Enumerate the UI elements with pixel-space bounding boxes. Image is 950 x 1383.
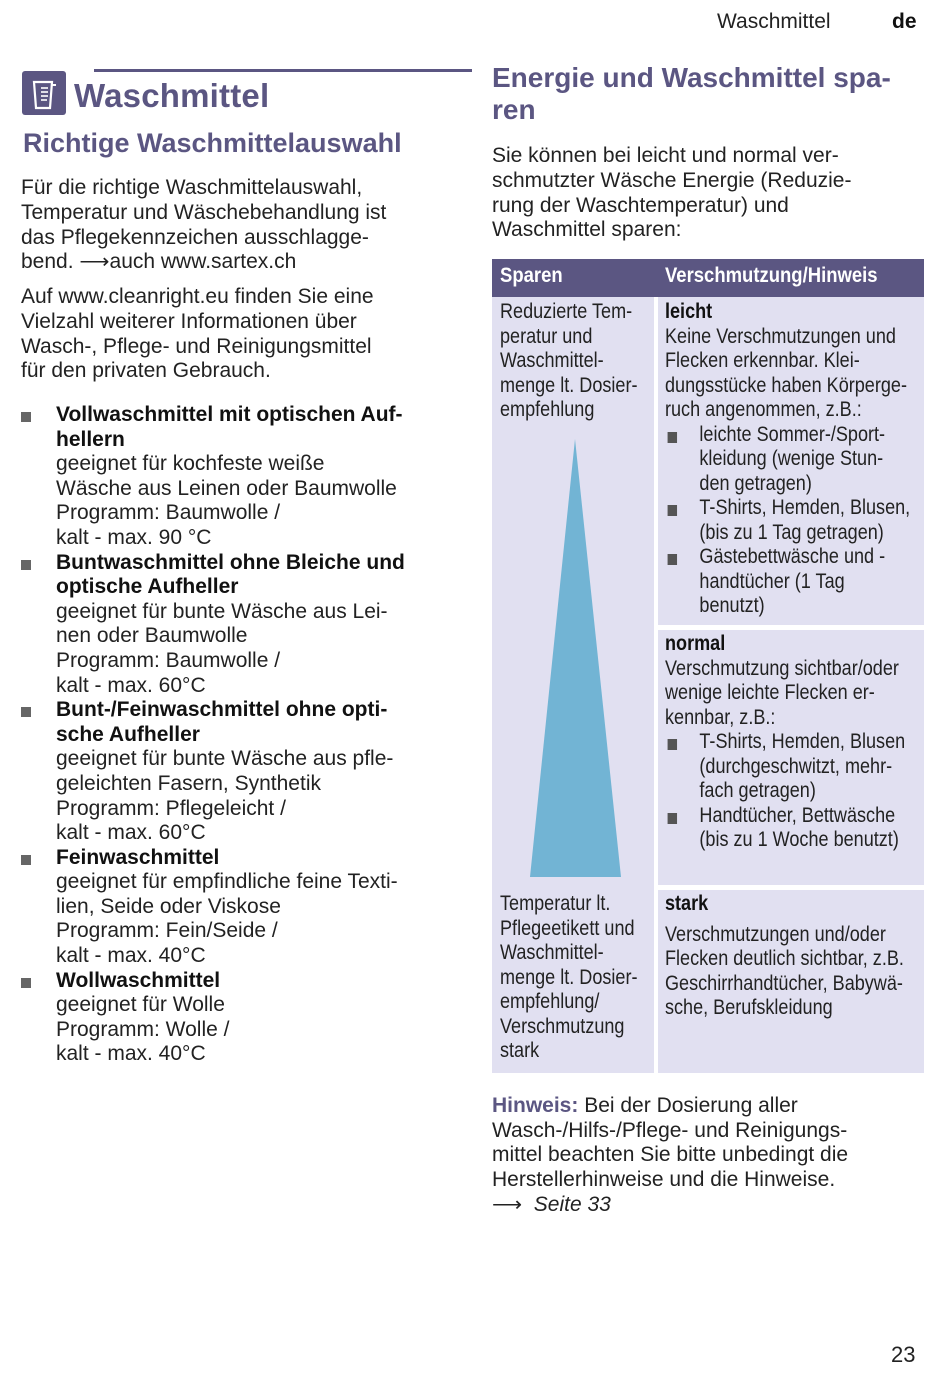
- item-text-line: kalt - max. 90 °C: [56, 525, 212, 549]
- text-line: [21, 250, 453, 275]
- text-line: [492, 1094, 924, 1119]
- section-title-row: [21, 69, 451, 119]
- text-line: Sie können bei leicht und normal ver-: [492, 144, 839, 167]
- item-text-line: nen oder Baumwolle: [56, 624, 248, 648]
- text-line: peratur und: [500, 324, 593, 348]
- subsection-title: Richtige Waschmittelauswahl: [23, 128, 402, 158]
- row-heading: normal: [665, 632, 726, 655]
- text-line: [492, 1193, 924, 1218]
- text-line: rung der Waschtemperatur) und: [492, 193, 789, 217]
- text-line: den getragen): [699, 471, 812, 495]
- text-line: T-Shirts, Hemden, Blusen,: [699, 496, 911, 519]
- text-line: fach getragen): [699, 779, 816, 802]
- soiling-row-stark: [665, 892, 917, 1021]
- text-line: Wasch-/Hilfs-/Pflege- und Reinigungs-: [492, 1118, 848, 1142]
- bullet-square-icon: [668, 813, 677, 824]
- text-line: Temperatur lt.: [500, 892, 611, 915]
- text-line: menge lt. Dosier-: [500, 373, 638, 397]
- page-number: 23: [891, 1342, 916, 1367]
- text-line: Waschmittel-: [500, 941, 604, 964]
- reference-link: auch www.sartex.ch: [109, 250, 297, 274]
- title-line: ren: [492, 94, 536, 125]
- list-item: [665, 545, 917, 619]
- item-title-line: optische Aufheller: [56, 575, 239, 599]
- text-line: (bis zu 1 Tag getragen): [699, 520, 884, 544]
- savings-table: [492, 259, 924, 1073]
- title-line: Energie und Waschmittel spa-: [492, 62, 891, 93]
- savings-reduced-text: [500, 300, 648, 423]
- arrow-icon: ⟶: [492, 1192, 523, 1216]
- intro-paragraph: [21, 176, 453, 275]
- list-item: [21, 403, 453, 551]
- item-text-line: kalt - max. 40°C: [56, 944, 206, 968]
- soiling-row-normal: [665, 632, 917, 853]
- text-line: Handtücher, Bettwäsche: [699, 803, 896, 827]
- item-text-line: geeignet für empfindliche feine Texti-: [56, 870, 398, 894]
- list-item: [665, 423, 917, 497]
- item-text-line: Wäsche aus Leinen oder Baumwolle: [56, 476, 397, 500]
- item-text-line: Programm: Baumwolle /: [56, 648, 281, 672]
- text-line: Temperatur und Wäschebehandlung ist: [21, 200, 387, 224]
- item-text-line: kalt - max. 60°C: [56, 821, 206, 845]
- bullet-square-icon: [21, 707, 31, 717]
- item-text-line: kalt - max. 40°C: [56, 1042, 206, 1066]
- bullet-square-icon: [21, 978, 31, 988]
- text-line: leichte Sommer-/Sport-: [699, 422, 886, 446]
- text-line: schmutzter Wäsche Energie (Reduzie-: [492, 168, 852, 192]
- soiling-row-leicht: [665, 300, 917, 619]
- item-text-line: Programm: Baumwolle /: [56, 501, 281, 525]
- column-header-verschmutzung: Verschmutzung/Hinweis: [665, 264, 878, 287]
- text-line: Pflegeetikett und: [500, 916, 635, 940]
- text-line: Gästebettwäsche und -: [699, 545, 886, 568]
- text-line: Reduzierte Tem-: [500, 300, 633, 323]
- item-title-line: hellern: [56, 427, 125, 451]
- item-text-line: geeignet für bunte Wäsche aus Lei-: [56, 599, 388, 623]
- text-line: Waschmittel sparen:: [492, 218, 682, 242]
- text-line: das Pflegekennzeichen ausschlagge-: [21, 225, 369, 249]
- bullet-square-icon: [668, 432, 677, 443]
- row-divider: [657, 625, 924, 630]
- item-text-line: geleichten Fasern, Synthetik: [56, 771, 321, 795]
- item-title-line: sche Aufheller: [56, 722, 200, 746]
- text-line: (bis zu 1 Woche benutzt): [699, 828, 899, 851]
- text-line: Auf www.cleanright.eu finden Sie eine: [21, 285, 374, 308]
- item-text-line: geeignet für bunte Wäsche aus pfle-: [56, 747, 394, 771]
- text-line: dungsstücke haben Körperge-: [665, 373, 907, 397]
- detergent-icon: [22, 71, 66, 115]
- item-title-line: Bunt-/Feinwaschmittel ohne opti-: [56, 698, 388, 722]
- text-line: menge lt. Dosier-: [500, 965, 638, 989]
- text-line: benutzt): [699, 594, 765, 617]
- text-line: Geschirrhandtücher, Babywä-: [665, 971, 903, 995]
- item-title-line: Wollwaschmittel: [56, 968, 221, 992]
- text-line: wenige leichte Flecken er-: [665, 681, 875, 704]
- bullet-square-icon: [21, 412, 31, 422]
- text-line: mittel beachten Sie bitte unbedingt die: [492, 1143, 849, 1167]
- text-line: empfehlung: [500, 398, 595, 421]
- header-language: de: [892, 10, 917, 33]
- row-heading: stark: [665, 892, 709, 915]
- running-header: [0, 8, 950, 36]
- text-segment: Bei der Dosierung aller: [578, 1094, 798, 1117]
- text-line: (durchgeschwitzt, mehr-: [699, 754, 893, 778]
- text-line: Wasch-, Pflege- und Reinigungsmittel: [21, 334, 372, 358]
- list-item: [21, 551, 453, 699]
- arrow-icon: ⟶: [79, 250, 110, 274]
- column-header-sparen: Sparen: [500, 264, 563, 287]
- list-item: [665, 496, 917, 545]
- item-text-line: Programm: Pflegeleicht /: [56, 796, 286, 820]
- text-line: T-Shirts, Hemden, Blusen: [699, 730, 906, 753]
- row-heading: leicht: [665, 300, 713, 323]
- savings-full-text: [500, 892, 648, 1064]
- bullet-square-icon: [21, 855, 31, 865]
- item-text-line: Programm: Fein/Seide /: [56, 919, 278, 943]
- bullet-square-icon: [668, 739, 677, 750]
- text-line: Waschmittel-: [500, 349, 604, 372]
- text-line: Verschmutzungen und/oder: [665, 922, 886, 946]
- item-text-line: geeignet für kochfeste weiße: [56, 452, 325, 476]
- page-reference: Seite 33: [533, 1192, 611, 1216]
- section-title: Waschmittel: [74, 77, 270, 114]
- text-line: handtücher (1 Tag: [699, 569, 845, 593]
- list-item: [21, 698, 453, 846]
- text-line: Herstellerhinweise und die Hinweise.: [492, 1168, 836, 1192]
- item-text-line: Programm: Wolle /: [56, 1017, 230, 1041]
- bullet-square-icon: [21, 560, 31, 570]
- list-item: [21, 846, 453, 969]
- list-item: [21, 969, 453, 1067]
- text-line: Vielzahl weiterer Informationen über: [21, 309, 357, 333]
- row-divider: [657, 885, 924, 890]
- note-block: [492, 1094, 924, 1218]
- note-label: Hinweis:: [492, 1094, 579, 1117]
- savings-gradient-triangle: [529, 439, 621, 879]
- list-item: [665, 804, 917, 853]
- bullet-square-icon: [668, 554, 677, 565]
- energy-section-title: [492, 62, 924, 126]
- bullet-square-icon: [668, 505, 677, 516]
- text-line: Verschmutzung sichtbar/oder: [665, 656, 899, 680]
- energy-intro: [492, 144, 924, 243]
- item-text-line: geeignet für Wolle: [56, 993, 225, 1017]
- table-header: [492, 259, 924, 297]
- text-line: kleidung (wenige Stun-: [699, 447, 884, 470]
- text-line: sche, Berufskleidung: [665, 996, 833, 1019]
- item-title-line: Vollwaschmittel mit optischen Auf-: [56, 403, 403, 426]
- text-line: für den privaten Gebrauch.: [21, 359, 271, 383]
- column-divider: [654, 297, 658, 1073]
- text-line: Flecken deutlich sichtbar, z.B.: [665, 947, 904, 970]
- item-title-line: Buntwaschmittel ohne Bleiche und: [56, 550, 405, 574]
- text-line: empfehlung/: [500, 990, 600, 1013]
- text-line: ruch angenommen, z.B.:: [665, 398, 862, 421]
- list-item: [665, 730, 917, 804]
- text-segment: bend.: [21, 250, 74, 274]
- text-line: Flecken erkennbar. Klei-: [665, 349, 860, 372]
- item-text-line: kalt - max. 60°C: [56, 673, 206, 697]
- info-paragraph: [21, 285, 453, 384]
- text-line: Für die richtige Waschmittelauswahl,: [21, 176, 363, 199]
- header-section-title: Waschmittel: [717, 10, 831, 33]
- text-line: Keine Verschmutzungen und: [665, 324, 896, 348]
- detergent-list: [21, 403, 453, 1067]
- item-text-line: lien, Seide oder Viskose: [56, 894, 281, 918]
- text-line: Verschmutzung: [500, 1014, 625, 1038]
- item-title-line: Feinwaschmittel: [56, 845, 220, 869]
- text-line: kennbar, z.B.:: [665, 705, 776, 729]
- text-line: stark: [500, 1039, 540, 1062]
